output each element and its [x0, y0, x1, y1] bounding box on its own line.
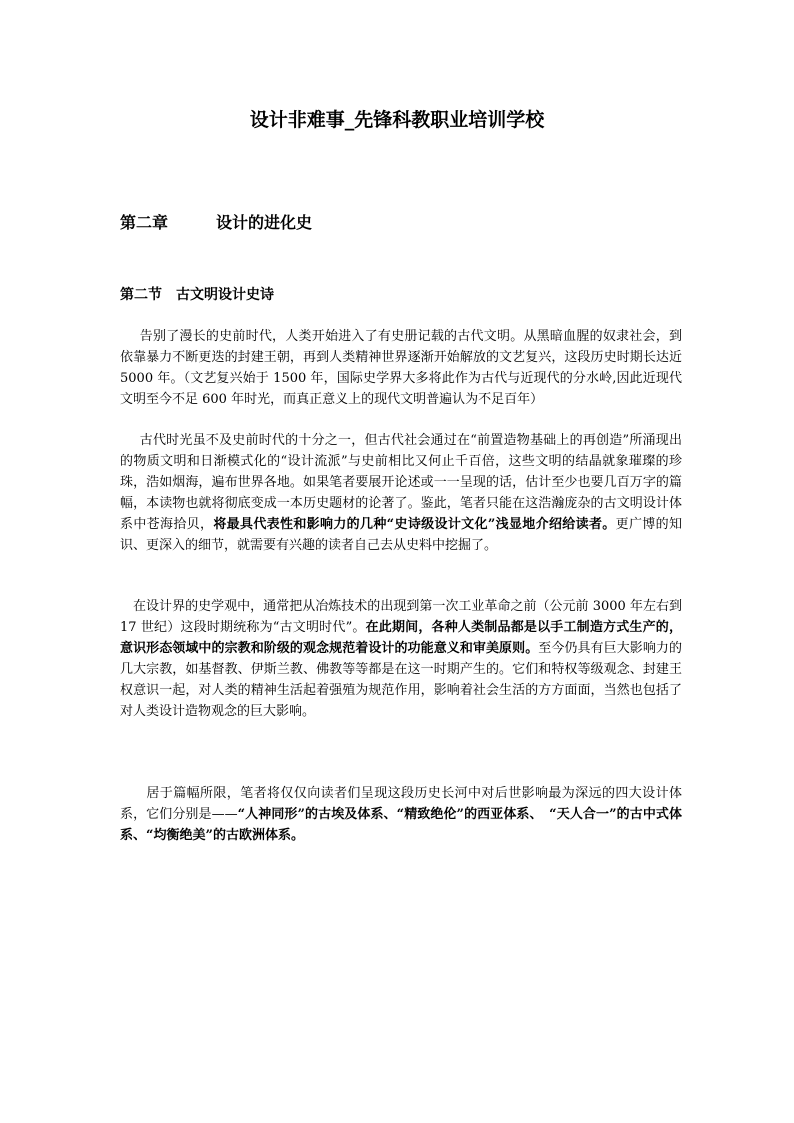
paragraph-4-bold: “人神同形”的古埃及体系、“精致绝伦”的西亚体系、 “天人合一”的古中式体系、“均衡绝美”的古欧洲体系。: [120, 807, 682, 843]
paragraph-1-text: 告别了漫长的史前时代，人类开始进入了有史册记载的古代文明。从黑暗血腥的奴隶社会，到依靠暴力不断更迭的封建王朝，再到人类精神世界逐渐开始解放的文艺复兴，这段历史时期长达近 5000 年。（文艺复兴始于 1500 年，国际史学界大多将此作为古代与近现代的分水岭,因此近现代文明至今不足 600 年时光，而真正意义上的现代文明普遍认为不足百年）: [120, 329, 682, 407]
title-school-name: 先锋科教职业培训学校: [354, 109, 545, 131]
paragraph-4: [120, 783, 682, 846]
paragraph-2-bold: 将最具代表性和影响力的几种“史诗级设计文化”浅显地介绍给读者。: [213, 517, 616, 532]
chapter-name: 设计的进化史: [216, 213, 313, 232]
paragraph-1: [120, 326, 682, 410]
paragraph-3-bold: 在此期间，各种人类制品都是以手工制造方式生产的，意识形态领域中的宗教和阶级的观念规范着设计的功能意义和审美原则。: [120, 620, 682, 656]
paragraph-3-text-c: 至今仍具有巨大影响力的几大宗教，如基督教、伊斯兰教、佛教等等都是在这一时期产生的。它们和特权等级观念、封建王权意识一起，对人类的精神生活起着强殖为规范作用，影响着社会生活的方方面面，当然也包括了对人类设计造物观念的巨大影响。: [120, 641, 682, 719]
paragraph-2-text-a: 古代时光虽不及史前时代的十分之一，但古代社会通过在“前置造物基础上的再创造”所涌现出的物质文明和日渐模式化的“设计流派”与史前相比又何止千百倍，这些文明的结晶就象璀璨的珍珠，浩如烟海，遍布世界各地。如果笔者要展开论述或一一呈现的话，估计至少也要几百万字的篇幅，本读物也就将彻底变成一本历史题材的论著了。鉴此，笔者只能在这浩瀚庞杂的古文明设计体系中苍海拾贝，: [120, 433, 682, 532]
paragraph-2-text-c: 更广博的知识、更深入的细节，就需要有兴趣的读者自己去从史料中挖掘了。: [120, 517, 682, 553]
section-heading: 第二节 古文明设计史诗: [120, 287, 274, 303]
chapter-number: 第二章: [120, 213, 169, 232]
paragraph-3: [120, 596, 682, 722]
paragraph-4-text-a: 居于篇幅所限，笔者将仅仅向读者们呈现这段历史长河中对后世影响最为深远的四大设计体系，它们分别是——: [120, 786, 682, 822]
document-title: [0, 107, 794, 133]
paragraph-2: [120, 430, 682, 556]
title-prefix: 设计非难事_: [249, 109, 355, 131]
chapter-heading: [120, 212, 312, 234]
paragraph-3-text-a: 在设计界的史学观中，通常把从冶炼技术的出现到第一次工业革命之前（公元前 3000 年左右到 17 世纪）这段时期统称为“古文明时代”。: [120, 599, 682, 635]
